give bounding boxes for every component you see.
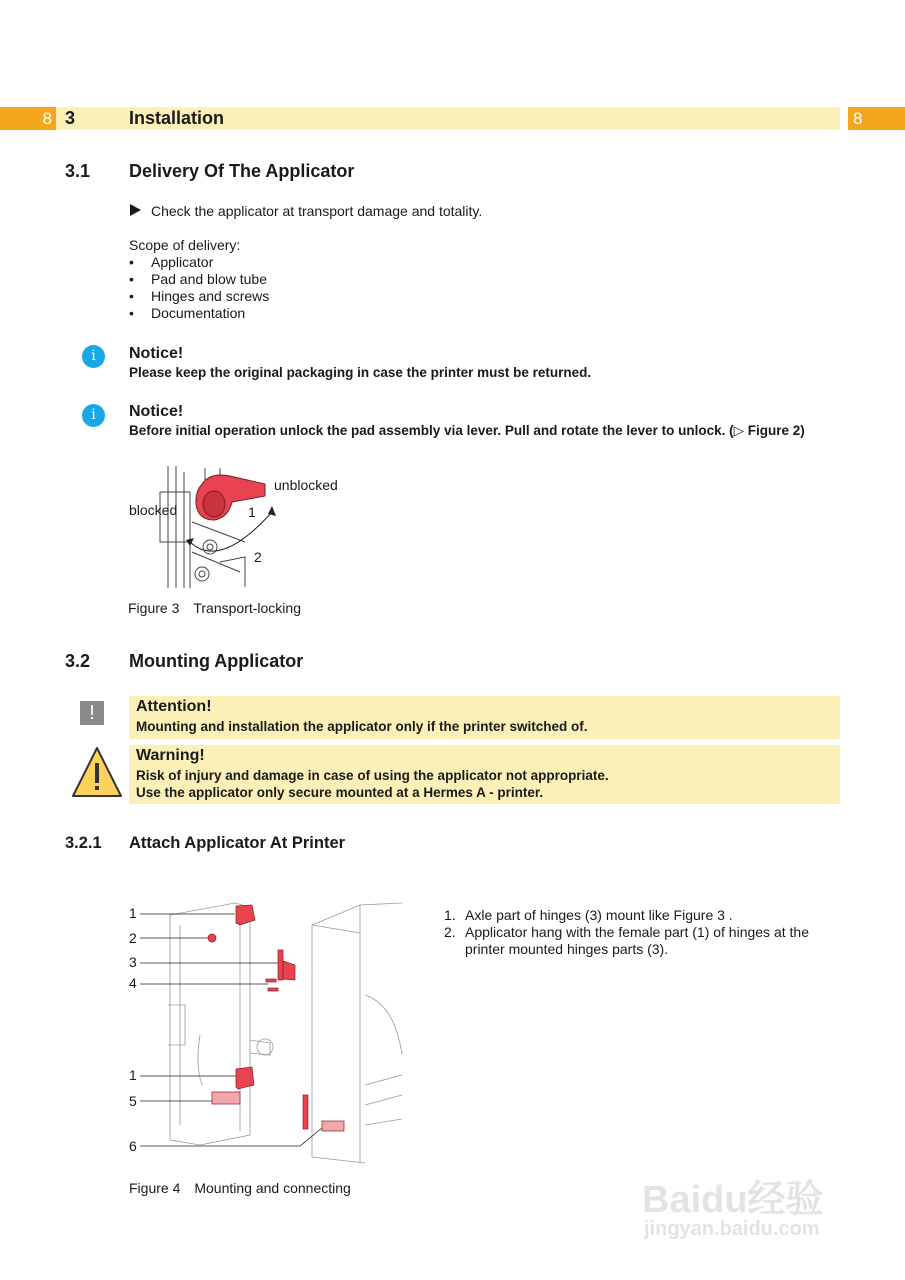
heading-number-3-1: 3.1	[65, 161, 91, 181]
instruction-arrow-icon	[130, 203, 141, 221]
callout-1: 1	[248, 504, 256, 520]
heading-delivery: Delivery Of The Applicator	[129, 161, 355, 181]
figure-4-caption	[129, 1180, 351, 1196]
caption-number: Figure 3	[128, 600, 180, 616]
callout-3: 3	[129, 954, 137, 970]
instruction-text: Check the applicator at transport damage and totality.	[151, 203, 483, 219]
section-title: Installation	[129, 108, 225, 128]
warning-text-line2: Use the applicator only secure mounted at a Hermes A - printer.	[136, 785, 544, 800]
attention-icon: !	[80, 701, 104, 725]
watermark-url: jingyan.baidu.com	[644, 1218, 820, 1240]
heading-number-3-2-1: 3.2.1	[65, 834, 102, 852]
notice-text: Before initial operation unlock the pad assembly via lever. Pull and rotate the lever to unlock. (▷ Figure 2)	[129, 423, 805, 438]
label-blocked: blocked	[129, 502, 178, 518]
label-unblocked: unblocked	[274, 477, 338, 493]
info-icon: i	[82, 345, 105, 368]
heading-number-3-2: 3.2	[65, 651, 91, 671]
attention-box	[129, 696, 840, 739]
callout-2: 2	[129, 930, 137, 946]
mounting-figure	[140, 895, 405, 1175]
list-item: 1. Axle part of hinges (3) mount like Figure 3 .	[444, 907, 733, 923]
warning-box	[129, 745, 840, 804]
callout-5: 5	[129, 1093, 137, 1109]
figure-3-caption	[128, 600, 301, 616]
caption-text: Mounting and connecting	[194, 1180, 351, 1196]
caption-number: Figure 4	[129, 1180, 181, 1196]
info-icon: i	[82, 404, 105, 427]
attention-title: Attention!	[136, 698, 212, 715]
heading-attach: Attach Applicator At Printer	[129, 834, 346, 852]
notice-text: Please keep the original packaging in case the printer must be returned.	[129, 365, 592, 380]
list-item: • Pad and blow tube	[129, 271, 269, 288]
notice-title: Notice!	[129, 403, 184, 420]
callout-6: 6	[129, 1138, 137, 1154]
attention-text: Mounting and installation the applicator only if the printer switched of.	[136, 719, 588, 734]
page-number-right: 8	[848, 107, 905, 130]
watermark-logo: Baidu经验	[642, 1179, 824, 1221]
mounting-steps	[444, 907, 814, 958]
scope-label: Scope of delivery:	[129, 237, 241, 253]
warning-triangle-icon	[71, 746, 123, 803]
caption-text: Transport-locking	[193, 600, 301, 616]
notice-title: Notice!	[129, 345, 184, 362]
callout-1b: 1	[129, 1067, 137, 1083]
callout-1: 1	[129, 905, 137, 921]
callout-4: 4	[129, 975, 137, 991]
list-item: • Applicator	[129, 254, 269, 271]
scope-list	[129, 254, 269, 322]
warning-title: Warning!	[136, 747, 205, 764]
list-item: 2. Applicator hang with the female part (1) of hinges at the printer mounted hinges parts (3).	[444, 924, 809, 957]
section-number: 3	[65, 108, 76, 128]
page-number-left: 8	[0, 107, 56, 130]
heading-mounting: Mounting Applicator	[129, 651, 304, 671]
warning-text-line1: Risk of injury and damage in case of using the applicator not appropriate.	[136, 768, 609, 783]
callout-2: 2	[254, 549, 262, 565]
list-item: • Hinges and screws	[129, 288, 269, 305]
list-item: • Documentation	[129, 305, 269, 322]
